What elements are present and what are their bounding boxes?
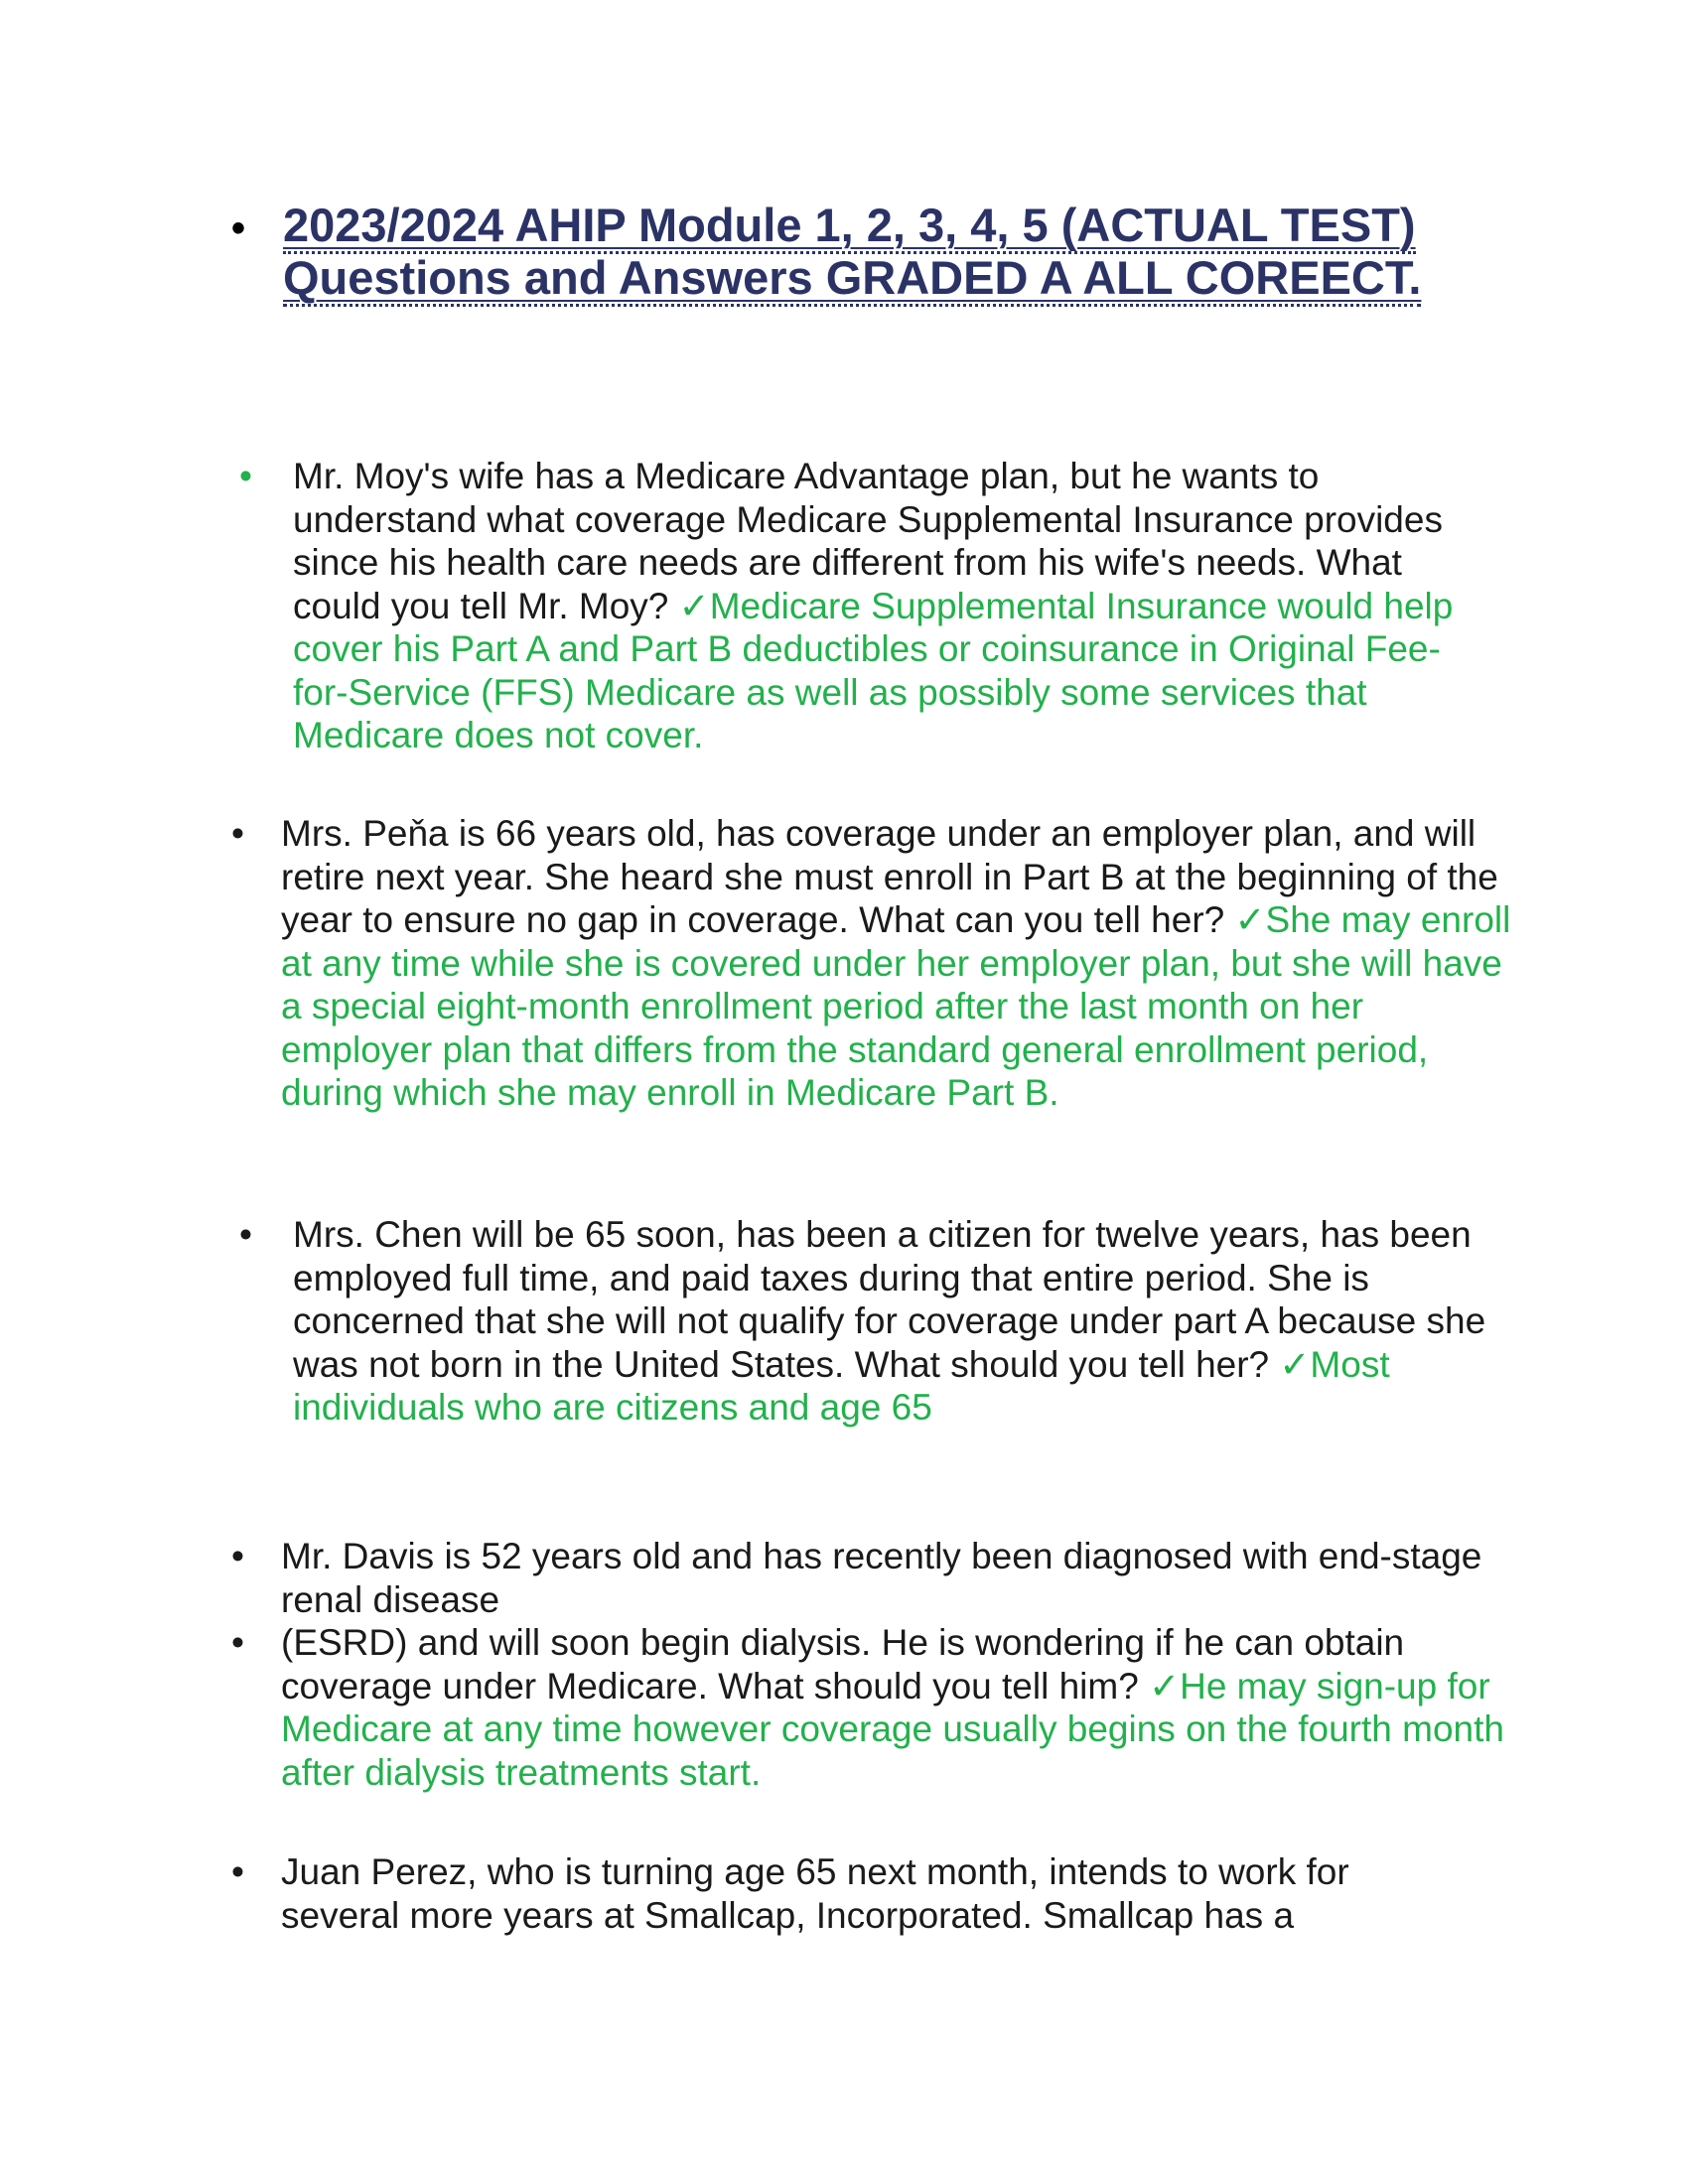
bullet-icon: • [231,1536,244,1576]
bullet-icon: • [231,813,244,854]
bullet-icon: • [231,1851,244,1892]
check-icon: ✓ [1149,1665,1181,1706]
bullet-icon: • [239,456,252,496]
answer-text: Medicare Supplemental Insurance would help cover his Part A and Part B deductibles or coinsurance in Original Fee-for-Service (FFS) Medicare as well as possibly some services that Medicare does not cover. [293,585,1454,755]
answer-text: She may enroll at any time while she is covered under her employer plan, but she will have a special eight-month enrollment period after the last month on her employer plan that differs from the standard general enrollment period, during which she may enroll in Medicare Part B. [281,899,1511,1113]
bullet-icon: • [231,1622,244,1663]
question-text: Mr. Davis is 52 years old and has recently been diagnosed with end-stage renal disease [281,1536,1482,1620]
question-text: Mrs. Chen will be 65 soon, has been a citizen for twelve years, has been employed full time, and paid taxes during that entire period. She is concerned that she will not qualify for coverage under part A because she was not born in the United States. What should you tell her? [293,1214,1486,1385]
answer-text: Most individuals who are citizens and age 65 [293,1343,1390,1428]
bullet-icon: • [231,206,246,250]
question-text: (ESRD) and will soon begin dialysis. He is wondering if he can obtain coverage under Medicare. What should you tell him? [281,1622,1405,1706]
question-text: Mr. Moy's wife has a Medicare Advantage plan, but he wants to understand what coverage Medicare Supplemental Insurance provides since his health care needs are different from his wife's needs. What could you tell Mr. Moy? [293,456,1443,626]
check-icon: ✓ [1234,899,1266,940]
check-icon: ✓ [1279,1343,1311,1385]
question-text: Mrs. Peňa is 66 years old, has coverage under an employer plan, and will retire next year. She heard she must enroll in Part B at the beginning of the year to ensure no gap in coverage. What can you tell her? [281,813,1498,940]
document-title-link[interactable]: 2023/2024 AHIP Module 1, 2, 3, 4, 5 (ACTUAL TEST) Questions and Answers GRADED A ALL COREECT. [283,199,1421,307]
bullet-icon: • [239,1214,252,1255]
check-icon: ✓ [678,585,710,626]
question-text: Juan Perez, who is turning age 65 next month, intends to work for several more years at Smallcap, Incorporated. Smallcap has a [281,1851,1349,1936]
answer-text: He may sign-up for Medicare at any time however coverage usually begins on the fourth month after dialysis treatments start. [281,1665,1504,1793]
